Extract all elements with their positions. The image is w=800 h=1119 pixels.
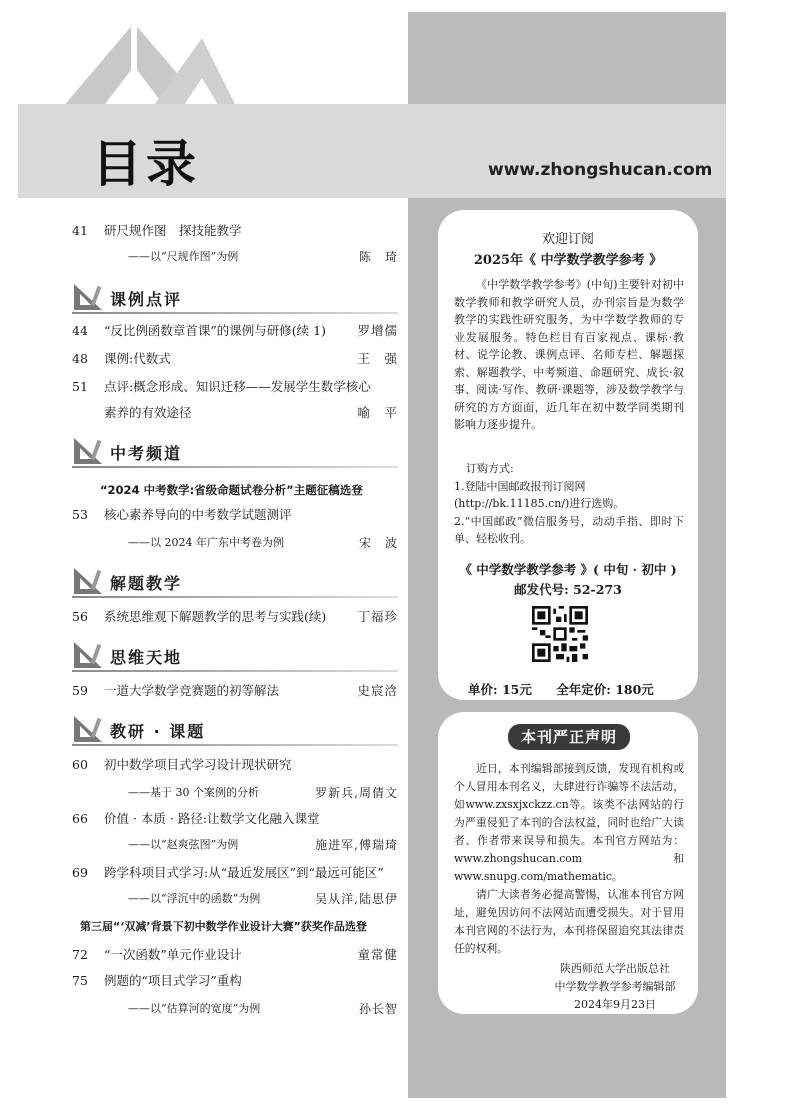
toc-entry-59[interactable] bbox=[72, 682, 398, 700]
special-topic-title: “2024 中考数学:省级命题试卷分析”主题征稿选登 bbox=[100, 483, 363, 497]
section-ruler-icon bbox=[72, 640, 106, 670]
toc-entry-44[interactable] bbox=[72, 322, 398, 340]
toc-entry-66[interactable] bbox=[72, 810, 398, 828]
section-rule bbox=[72, 670, 398, 672]
article-title: 例题的“项目式学习”重构 bbox=[104, 973, 242, 988]
article-author: 史宸浛 bbox=[357, 683, 398, 698]
order-url[interactable]: (http://bk.11185.cn/)进行选购。 bbox=[454, 497, 625, 510]
page-number: 72 bbox=[72, 947, 88, 962]
toc-entry-53[interactable] bbox=[72, 506, 398, 524]
page-number: 41 bbox=[72, 223, 88, 238]
section-title: 解题教学 bbox=[110, 574, 183, 593]
article-author: 王 强 bbox=[357, 351, 398, 366]
toc-entry-72[interactable] bbox=[72, 946, 398, 964]
toc-entry-51-cont[interactable] bbox=[72, 404, 398, 422]
page-number: 53 bbox=[72, 507, 88, 522]
magazine-name: 《 中学数学教学参考 》( 中旬 · 初中 ) bbox=[459, 562, 677, 577]
toc-entry-51[interactable] bbox=[72, 378, 398, 396]
subscribe-heading: 欢迎订阅 bbox=[541, 232, 594, 247]
article-title: 核心素养导向的中考数学试题测评 bbox=[104, 507, 292, 522]
page-number: 48 bbox=[72, 351, 88, 366]
website-url[interactable]: www.zhongshucan.com bbox=[488, 160, 713, 180]
article-author: 施进军,傅瑞琦 bbox=[315, 838, 398, 852]
page-number: 75 bbox=[72, 973, 88, 988]
article-title: 点评:概念形成、知识迁移——发展学生数学核心 bbox=[104, 379, 371, 394]
article-title: 一道大学数学竞赛题的初等解法 bbox=[104, 683, 280, 698]
section-rule bbox=[72, 744, 398, 746]
toc-entry-75[interactable] bbox=[72, 972, 398, 990]
page-number: 69 bbox=[72, 865, 88, 880]
article-author: 吴从洋,陆思伊 bbox=[315, 892, 398, 906]
article-title: “一次函数”单元作业设计 bbox=[104, 947, 242, 962]
section-header-case-review bbox=[72, 282, 398, 314]
page-number: 60 bbox=[72, 757, 88, 772]
toc-entry-48[interactable] bbox=[72, 350, 398, 368]
article-author: 孙长智 bbox=[358, 1002, 398, 1016]
section-ruler-icon bbox=[72, 714, 106, 744]
declaration-paragraph-1: 近日，本刊编辑部接到反馈，发现有机构或个人冒用本刊名义，大肆进行诈骗等不法活动，如www.zxsxjxckzz.cn等。该类不法网站的行为严重侵犯了本刊的合法权益，同时也给广大读者、作者带来误导和损失。本刊官方网站为：www.zhongshucan.com 和 www.snupg.com/mathematic。 bbox=[454, 762, 684, 883]
signature-publisher: 陕西师范大学出版总社 bbox=[560, 962, 670, 975]
article-title: 初中数学项目式学习设计现状研究 bbox=[104, 757, 292, 772]
signature-date: 2024年9月23日 bbox=[574, 998, 656, 1011]
page-title: 目录 bbox=[92, 135, 200, 193]
article-author: 丁福珍 bbox=[357, 609, 398, 624]
decorative-set-square bbox=[52, 18, 242, 110]
declaration-paragraph-2: 请广大读者务必提高警惕，认准本刊官方网址，避免因访问不法网站而遭受损失。对于冒用本刊官网的不法行为，本刊将保留追究其法律责任的权利。 bbox=[454, 888, 684, 955]
section-header-thinking bbox=[72, 640, 398, 672]
order-method-1: 1.登陆中国邮政报刊订阅网 bbox=[454, 479, 586, 493]
article-subtitle: ——以“尺规作图”为例 bbox=[128, 250, 239, 263]
article-title: 跨学科项目式学习:从“最近发展区”到“最远可能区” bbox=[104, 865, 384, 880]
page-number: 51 bbox=[72, 379, 88, 394]
section-rule bbox=[72, 312, 398, 314]
qr-code-icon[interactable] bbox=[532, 606, 588, 662]
section-ruler-icon bbox=[72, 436, 106, 466]
article-author: 喻 平 bbox=[357, 405, 398, 420]
article-subtitle: ——以 2024 年广东中考卷为例 bbox=[128, 536, 284, 549]
section-ruler-icon bbox=[72, 282, 106, 312]
article-subtitle: ——以“估算河的宽度”为例 bbox=[128, 1002, 261, 1015]
page-number: 44 bbox=[72, 323, 88, 338]
order-methods bbox=[454, 460, 684, 548]
unit-price: 单价: 15元 bbox=[468, 682, 532, 697]
article-author: 童常健 bbox=[357, 947, 398, 962]
article-title: 价值 · 本质 · 路径:让数学文化融入课堂 bbox=[104, 811, 320, 826]
page-number: 66 bbox=[72, 811, 88, 826]
declaration-title: 本刊严正声明 bbox=[508, 724, 630, 750]
article-subtitle: ——以“赵爽弦图”为例 bbox=[128, 838, 239, 851]
order-label: 订购方式: bbox=[466, 462, 514, 475]
section-title: 课例点评 bbox=[110, 290, 183, 309]
section-title: 中考频道 bbox=[110, 444, 183, 463]
section-title: 教研 · 课题 bbox=[110, 722, 206, 741]
section-title: 思维天地 bbox=[110, 648, 183, 667]
article-subtitle: ——以“浮沉中的函数”为例 bbox=[128, 892, 261, 905]
signature-editorial: 中学数学教学参考编辑部 bbox=[554, 980, 676, 993]
article-author: 罗新兵,周倩文 bbox=[315, 786, 398, 800]
header-gray-panel bbox=[408, 12, 726, 112]
article-subtitle: ——基于 30 个案例的分析 bbox=[128, 786, 259, 799]
price-row bbox=[468, 680, 674, 698]
article-author: 陈 琦 bbox=[358, 250, 398, 264]
toc-entry-60[interactable] bbox=[72, 756, 398, 774]
toc-entry-69[interactable] bbox=[72, 864, 398, 882]
article-title-continued: 素养的有效途径 bbox=[104, 405, 192, 420]
article-author: 宋 波 bbox=[358, 536, 398, 550]
article-title: 课例:代数式 bbox=[104, 351, 171, 366]
article-title: “反比例函数章首课”的课例与研修(续 1) bbox=[104, 323, 326, 338]
toc-entry-41[interactable] bbox=[72, 222, 398, 240]
postal-code: 邮发代号: 52-273 bbox=[514, 582, 622, 597]
section-header-exam-channel bbox=[72, 436, 398, 468]
section-header-problem-solving bbox=[72, 566, 398, 598]
annual-price: 全年定价: 180元 bbox=[556, 682, 654, 697]
section-ruler-icon bbox=[72, 566, 106, 596]
declaration-body bbox=[454, 760, 684, 958]
article-title: 研尺规作图 探技能教学 bbox=[104, 223, 242, 238]
page-number: 56 bbox=[72, 609, 88, 624]
article-author: 罗增儒 bbox=[357, 323, 398, 338]
special-contest-title: 第三届“‘双减’背景下初中数学作业设计大赛”获奖作品选登 bbox=[80, 920, 367, 933]
section-rule bbox=[72, 596, 398, 598]
page-number: 59 bbox=[72, 683, 88, 698]
section-rule bbox=[72, 466, 398, 468]
subscribe-description: 《中学数学教学参考》(中旬)主要针对初中数学教师和教学研究人员，办刊宗旨是为数学教学的实践性研究服务，为中学数学教师的专业发展服务。特色栏目有百家视点、课标·教材、说学论教、课例点评、名师专栏、解题探索、解题教学、中考频道、命题研究、成长·叙事、阅读·写作、教研·课题等，涉及数学教学与研究的方方面面，近几年在初中数学同类期刊影响力逐步提升。 bbox=[454, 278, 684, 431]
toc-entry-56[interactable] bbox=[72, 608, 398, 626]
article-title: 系统思维观下解题教学的思考与实践(续) bbox=[104, 609, 327, 624]
section-header-research bbox=[72, 714, 398, 746]
order-method-2: 2.“中国邮政”微信服务号，动动手指、即时下单、轻松收刊。 bbox=[454, 514, 684, 545]
subscribe-year-title: 2025年《 中学数学教学参考 》 bbox=[473, 253, 663, 268]
